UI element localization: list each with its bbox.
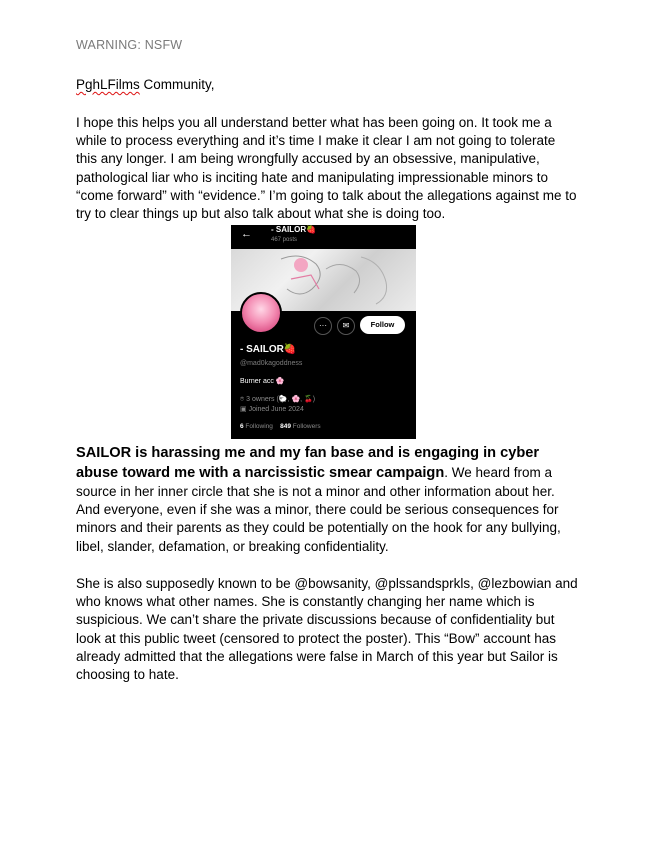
following-label[interactable]: Following [243, 423, 273, 430]
profile-topbar [231, 225, 416, 249]
profile-joined [240, 405, 304, 413]
warning-header: WARNING: NSFW [76, 38, 183, 52]
following-count: 6 [240, 423, 244, 430]
greeting-line [76, 77, 215, 92]
location-icon: ⌾ [240, 396, 247, 403]
paragraph-harassment-rest: . We heard from a source in her inner circle that she is not a minor and other information about her. And everyone, even if she was a minor, there could be serious consequences for minors and their parents as they could be potentially on the hook for any bullying, libel, slander, defamation, or breaking confidentiality. [76, 465, 561, 554]
profile-stats [240, 423, 321, 430]
profile-owners [240, 395, 315, 404]
more-icon[interactable]: ··· [314, 317, 332, 335]
followers-count: 849 [280, 423, 291, 430]
profile-name: - SAILOR🍓 [240, 344, 297, 355]
mail-icon[interactable]: ✉ [337, 317, 355, 335]
joined-text: Joined June 2024 [248, 406, 304, 413]
arrow-left-icon: ← [241, 228, 252, 240]
topbar-posts: 467 posts [271, 237, 298, 243]
followers-label[interactable]: Followers [290, 423, 321, 430]
calendar-icon: ▣ [240, 406, 249, 413]
greeting-name: PghLFilms [76, 77, 140, 92]
greeting-rest: Community, [139, 77, 215, 92]
paragraph-aliases: She is also supposedly known to be @bowsanity, @plssandsprkls, @lezbowian and who knows what other names. She is constantly changing her name which is suspicious. We can’t share the private discussions because of confidentiality but look at this public tweet (censored to protect the poster). This “Bow” account has already admitted that the allegations were false in March of this year but Sailor is choosing to hate. [76, 576, 578, 683]
profile-bio: Burner acc 🌸 [240, 378, 285, 385]
profile-handle: @mad0kagoddness [240, 360, 303, 367]
owners-text: 3 owners (🐑, 🌸, 🍒) [246, 396, 316, 403]
paragraph-harassment-bold: SAILOR is harassing me and my fan base and is engaging in cyber abuse toward me with a narcissistic smear campaign [76, 445, 540, 481]
follow-button[interactable]: Follow [360, 316, 405, 334]
avatar [240, 292, 282, 334]
paragraph-intro: I hope this helps you all understand better what has been going on. It took me a while to process everything and it’s time I make it clear I am not going to tolerate this any longer. I am being wrongfully accused by an obsessive, manipulative, pathological liar who is inciting hate and manipulating impressionable minors to “come forward” with “evidence.” I’m going to talk about the allegations against me to try to clear things up but also talk about what she is doing too. [76, 115, 577, 222]
paragraph-harassment [76, 443, 578, 556]
topbar-name: - SAILOR🍓 [271, 225, 317, 234]
profile-screenshot [231, 225, 416, 439]
